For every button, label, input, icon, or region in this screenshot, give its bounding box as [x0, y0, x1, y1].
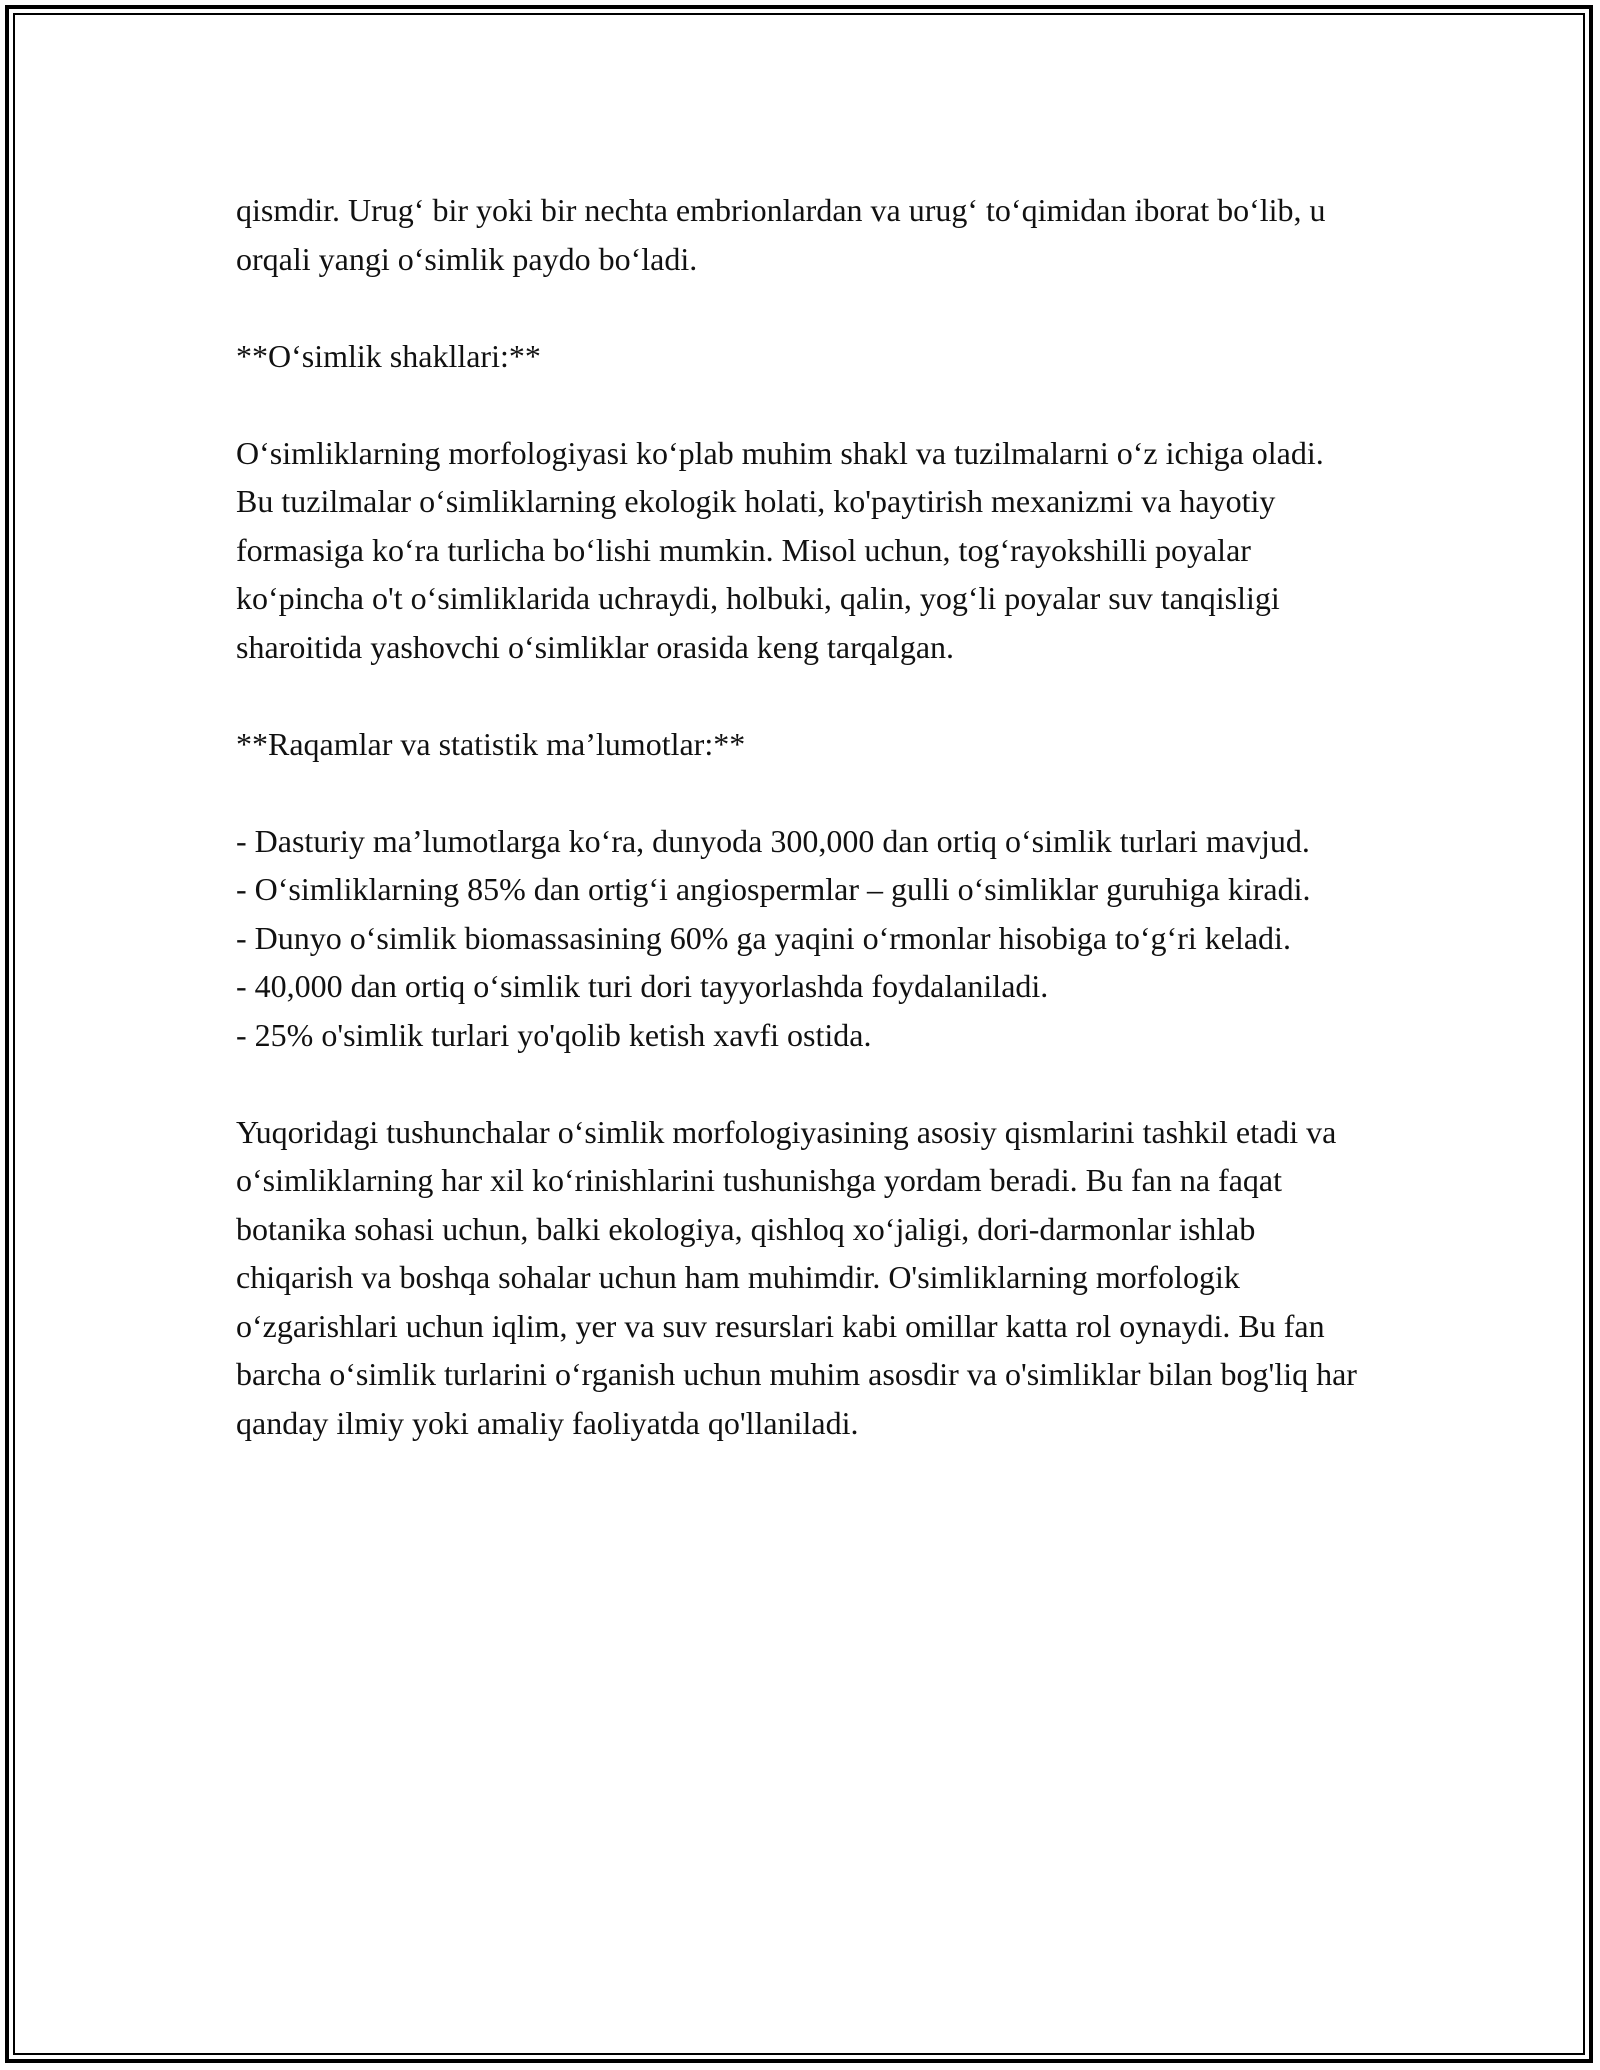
- statistics-list: [236, 817, 1366, 1060]
- statistics-list-item: - Dasturiy ma’lumotlarga ko‘ra, dunyoda 300,000 dan ortiq o‘simlik turlari mavjud.: [236, 822, 1310, 859]
- statistics-list-item: - Dunyo o‘simlik biomassasining 60% ga yaqini o‘rmonlar hisobiga to‘g‘ri keladi.: [236, 919, 1291, 956]
- conclusion-paragraph: Yuqoridagi tushunchalar o‘simlik morfologiyasining asosiy qismlarini tashkil etadi va o‘simliklarning har xil ko‘rinishlarini tushunishga yordam beradi. Bu fan na faqat botanika sohasi uchun, balki ekologiya, qishloq xo‘jaligi, dori-darmonlar ishlab chiqarish va boshqa sohalar uchun ham muhimdir. O'simliklarning morfologik o‘zgarishlari uchun iqlim, yer va suv resurslari kabi omillar katta rol oynaydi. Bu fan barcha o‘simlik turlarini o‘rganish uchun muhim asosdir va o'simliklar bilan bog'liq har qanday ilmiy yoki amaliy faoliyatda qo'llaniladi.: [236, 1113, 1357, 1441]
- intro-paragraph: qismdir. Urug‘ bir yoki bir nechta embrionlardan va urug‘ to‘qimidan iborat bo‘lib, u orqali yangi o‘simlik paydo bo‘ladi.: [236, 192, 1326, 277]
- plant-forms-paragraph: O‘simliklarning morfologiyasi ko‘plab muhim shakl va tuzilmalarni o‘z ichiga oladi. Bu tuzilmalar o‘simliklarning ekologik holati, ko'paytirish mexanizmi va hayotiy formasiga ko‘ra turlicha bo‘lishi mumkin. Misol uchun, tog‘rayokshilli poyalar ko‘pincha o't o‘simliklarida uchraydi, holbuki, qalin, yog‘li poyalar suv tanqisligi sharoitida yashovchi o‘simliklar orasida keng tarqalgan.: [236, 434, 1324, 665]
- statistics-list-item: - O‘simliklarning 85% dan ortig‘i angiospermlar – gulli o‘simliklar guruhiga kiradi.: [236, 871, 1311, 907]
- section-heading-plant-forms: **O‘simlik shakllari:**: [236, 337, 541, 374]
- document-body: [236, 186, 1366, 1496]
- statistics-list-item: - 25% o'simlik turlari yo'qolib ketish xavfi ostida.: [236, 1016, 872, 1053]
- statistics-list-item: - 40,000 dan ortiq o‘simlik turi dori tayyorlashda foydalaniladi.: [236, 968, 1049, 1004]
- section-heading-statistics: **Raqamlar va statistik ma’lumotlar:**: [236, 725, 746, 762]
